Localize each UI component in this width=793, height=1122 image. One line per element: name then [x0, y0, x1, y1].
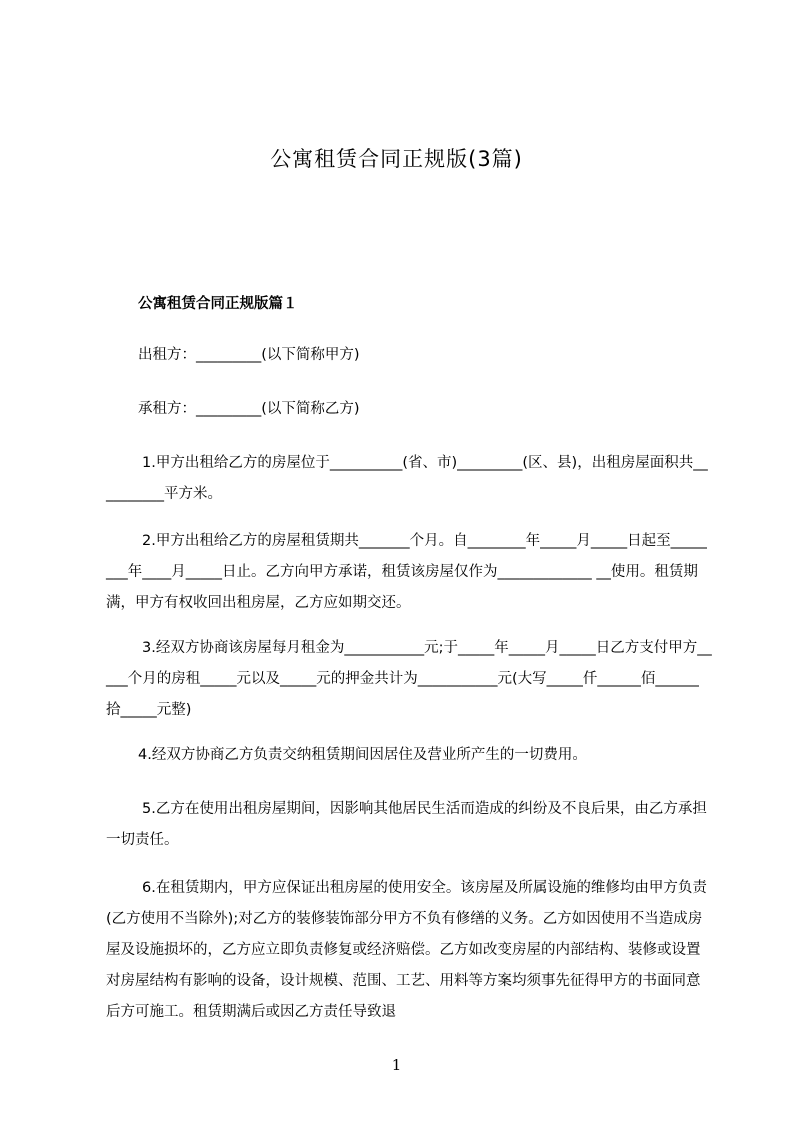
- paragraph-clause-1: 1.甲方出租给乙方的房屋位于__________(省、市)_________(区、县)，出租房屋面积共__________平方米。: [106, 455, 708, 502]
- document-title: 公寓租赁合同正规版(3篇): [270, 147, 523, 171]
- paragraph-clause-5: 5.乙方在使用出租房屋期间，因影响其他居民生活而造成的纠纷及不良后果，由乙方承担一切责任。: [106, 801, 707, 848]
- paragraph-lessee: 承租方：_________(以下简称乙方): [138, 401, 360, 417]
- paragraph-lessor: 出租方：_________(以下简称甲方): [138, 347, 360, 363]
- paragraph-clause-6: 6.在租赁期内，甲方应保证出租房屋的使用安全。该房屋及所属设施的维修均由甲方负责(乙方使用不当除外);对乙方的装修装饰部分甲方不负有修缮的义务。乙方如因使用不当造成房屋及设施损坏的，乙方应立即负责修复或经济赔偿。乙方如改变房屋的内部结构、装修或设置对房屋结构有影响的设备，设计规模、范围、工艺、用料等方案均须事先征得甲方的书面同意后方可施工。租赁期满后或因乙方责任导致退: [106, 880, 707, 1020]
- page-number: 1: [391, 1056, 402, 1074]
- paragraph-clause-3: 3.经双方协商该房屋每月租金为___________元;于_____年_____月_____日乙方支付甲方_____个月的房租_____元以及_____元的押金共计为___________元(大写_____仟______佰______拾_____元整): [106, 640, 712, 718]
- section-heading: 公寓租赁合同正规版篇１: [138, 296, 298, 312]
- paragraph-clause-2: 2.甲方出租给乙方的房屋租赁期共_______个月。自________年_____月_____日起至________年____月_____日止。乙方向甲方承诺，租赁该房屋仅作为_____________ __使用。租赁期满，甲方有权收回出租房屋，乙方应如期交还。: [106, 533, 707, 611]
- paragraph-clause-4: 4.经双方协商乙方负责交纳租赁期间因居住及营业所产生的一切费用。: [138, 747, 587, 763]
